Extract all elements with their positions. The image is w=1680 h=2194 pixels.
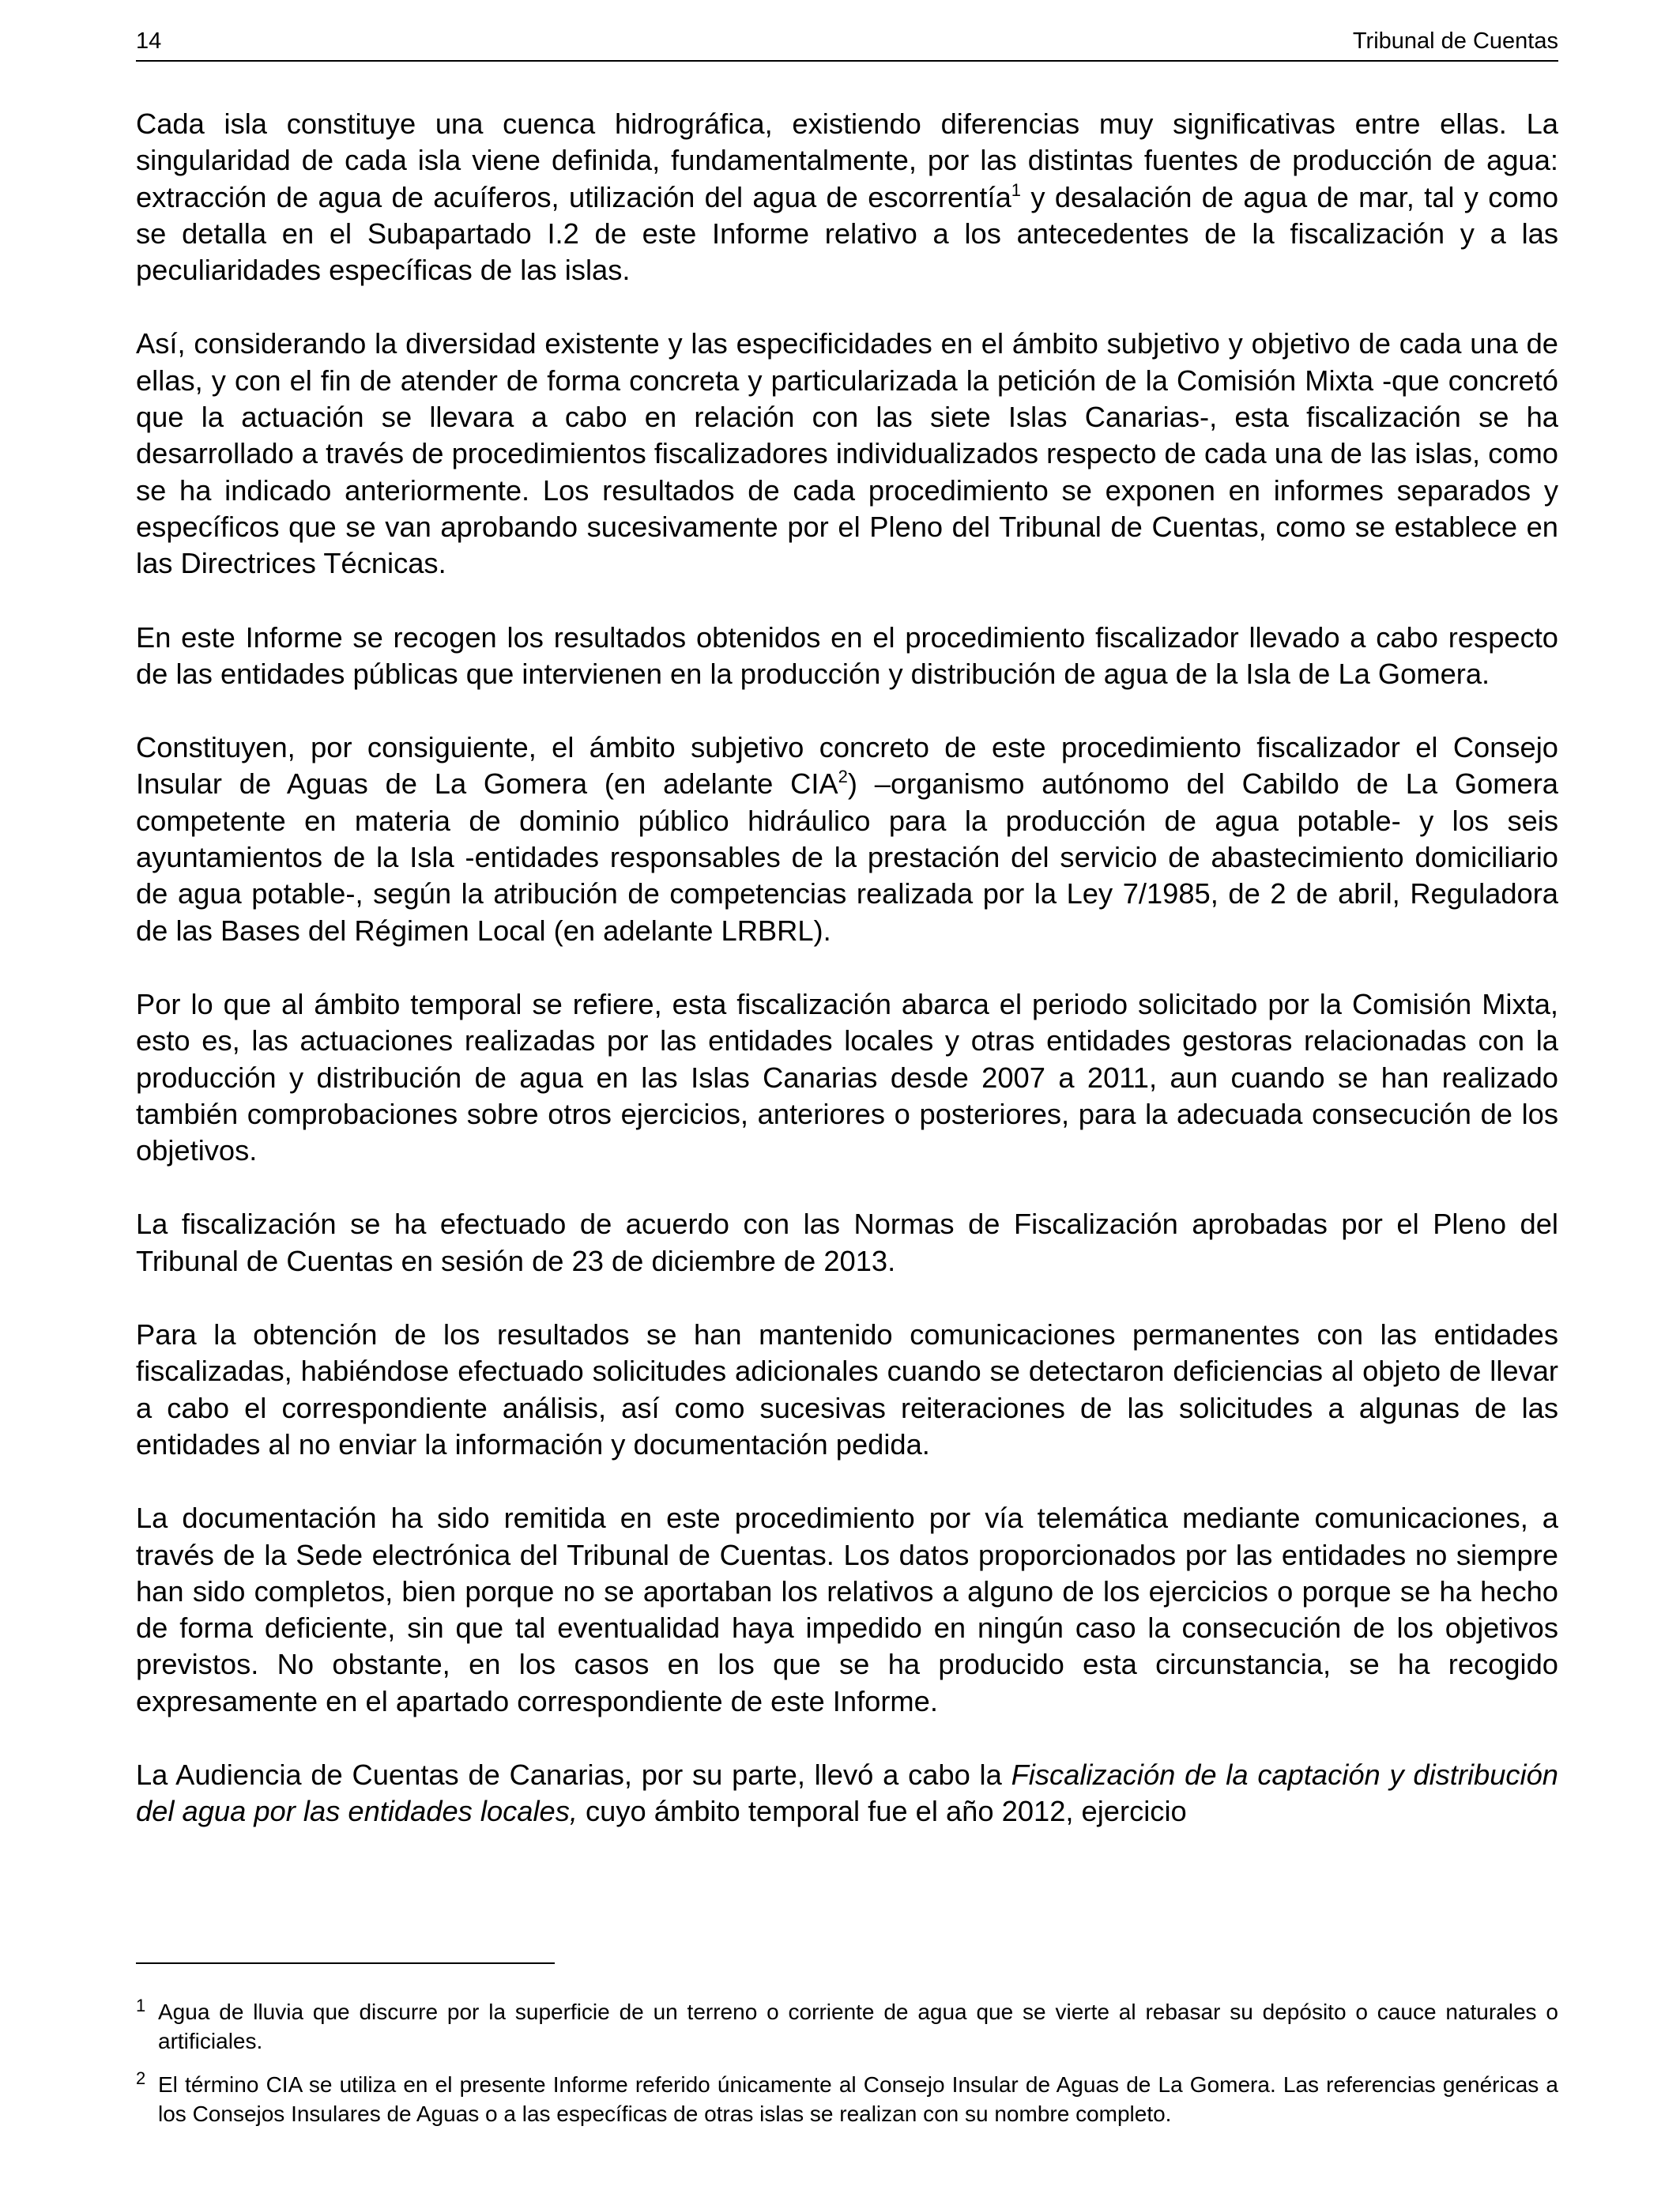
paragraph-7: Para la obtención de los resultados se han mantenido comunicaciones permanentes con las entidades fiscalizadas, habiéndose efectuado solicitudes adicionales cuando se detectaron deficiencias al objeto de llevar a cabo el correspondiente análisis, así como sucesivas reiteraciones de las solicitudes a algunas de las entidades al no enviar la información y documentación pedida. (136, 1318, 1558, 1461)
footnote-separator (136, 1962, 555, 1964)
paragraph-4-text-a: Constituyen, por consiguiente, el ámbito subjetivo concreto de este procedimiento fiscalizador el Consejo Insular de Aguas de La Gomera (en adelante CIA (136, 731, 1558, 801)
paragraph-9-italic-title: Fiscalización de la captación y distribución del agua por las entidades locales, (136, 1758, 1558, 1828)
footnote-ref-2[interactable]: 2 (838, 767, 848, 787)
paragraph-1 (136, 106, 1558, 288)
paragraph-8: La documentación ha sido remitida en este procedimiento por vía telemática mediante comunicaciones, a través de la Sede electrónica del Tribunal de Cuentas. Los datos proporcionados por las entidades no siempre han sido completos, bien porque no se aportaban los relativos a alguno de los ejercicios o porque se ha hecho de forma deficiente, sin que tal eventualidad haya impedido en ningún caso la consecución de los objetivos previstos. No obstante, en los casos en los que se ha producido esta circunstancia, se ha recogido expresamente en el apartado correspondiente de este Informe. (136, 1502, 1558, 1717)
footnote-2-mark: 2 (136, 2068, 146, 2088)
running-header (136, 25, 1558, 62)
page-number: 14 (136, 28, 162, 54)
footnote-1-mark: 1 (136, 1996, 146, 2015)
paragraph-1-text-b: y desalación de agua de mar, tal y como se detalla en el Subapartado I.2 de este Informe relativo a los antecedentes de la fiscalización y a las peculiaridades específicas de las islas. (136, 180, 1559, 287)
paragraph-4-text-b: ) –organismo autónomo del Cabildo de La Gomera competente en materia de dominio público hidráulico para la producción de agua potable- y los seis ayuntamientos de la Isla -entidades responsables de la prestación del servicio de abastecimiento domiciliario de agua potable-, según la atribución de competencias realizada por la Ley 7/1985, de 2 de abril, Reguladora de las Bases del Régimen Local (en adelante LRBRL). (136, 767, 1558, 947)
paragraph-9-text-b: cuyo ámbito temporal fue el año 2012, ejercicio (577, 1795, 1187, 1828)
footnote-1 (136, 1997, 1558, 2056)
footnotes (136, 1997, 1558, 2143)
footnote-2-text: El término CIA se utiliza en el presente Informe referido únicamente al Consejo Insular de Aguas de La Gomera. Las referencias genéricas a los Consejos Insulares de Aguas o a las específicas de otras islas se realizan con su nombre completo. (158, 2072, 1558, 2126)
header-title: Tribunal de Cuentas (1352, 28, 1558, 54)
paragraph-6: La fiscalización se ha efectuado de acuerdo con las Normas de Fiscalización aprobadas por el Pleno del Tribunal de Cuentas en sesión de 23 de diciembre de 2013. (136, 1208, 1558, 1277)
footnote-ref-1[interactable]: 1 (1011, 179, 1022, 200)
footnote-2 (136, 2070, 1558, 2128)
paragraph-3: En este Informe se recogen los resultados obtenidos en el procedimiento fiscalizador llevado a cabo respecto de las entidades públicas que intervienen en la producción y distribución de agua de la Isla de La Gomera. (136, 620, 1558, 690)
body-text (136, 106, 1558, 1868)
paragraph-9 (136, 1757, 1558, 1830)
paragraph-4 (136, 729, 1558, 949)
document-page (136, 0, 1558, 2194)
footnote-1-text: Agua de lluvia que discurre por la superficie de un terreno o corriente de agua que se vierte al rebasar su depósito o cauce naturales o artificiales. (158, 2000, 1558, 2053)
paragraph-5: Por lo que al ámbito temporal se refiere, esta fiscalización abarca el periodo solicitado por la Comisión Mixta, esto es, las actuaciones realizadas por las entidades locales y otras entidades gestoras relacionadas con la producción y distribución de agua en las Islas Canarias desde 2007 a 2011, aun cuando se han realizado también comprobaciones sobre otros ejercicios, anteriores o posteriores, para la adecuada consecución de los objetivos. (136, 987, 1558, 1167)
paragraph-1-text-a: Cada isla constituye una cuenca hidrográfica, existiendo diferencias muy significativas entre ellas. La singularidad de cada isla viene definida, fundamentalmente, por las distintas fuentes de producción de agua: extracción de agua de acuíferos, utilización del agua de escorrentía (136, 107, 1558, 213)
paragraph-2: Así, considerando la diversidad existente y las especificidades en el ámbito subjetivo y objetivo de cada una de ellas, y con el fin de atender de forma concreta y particularizada la petición de la Comisión Mixta -que concretó que la actuación se llevara a cabo en relación con las siete Islas Canarias-, esta fiscalización se ha desarrollado a través de procedimientos fiscalizadores individualizados respecto de cada una de las islas, como se ha indicado anteriormente. Los resultados de cada procedimiento se exponen en informes separados y específicos que se van aprobando sucesivamente por el Pleno del Tribunal de Cuentas, como se establece en las Directrices Técnicas. (136, 327, 1558, 580)
paragraph-9-text-a: La Audiencia de Cuentas de Canarias, por su parte, llevó a cabo la (136, 1758, 1011, 1791)
